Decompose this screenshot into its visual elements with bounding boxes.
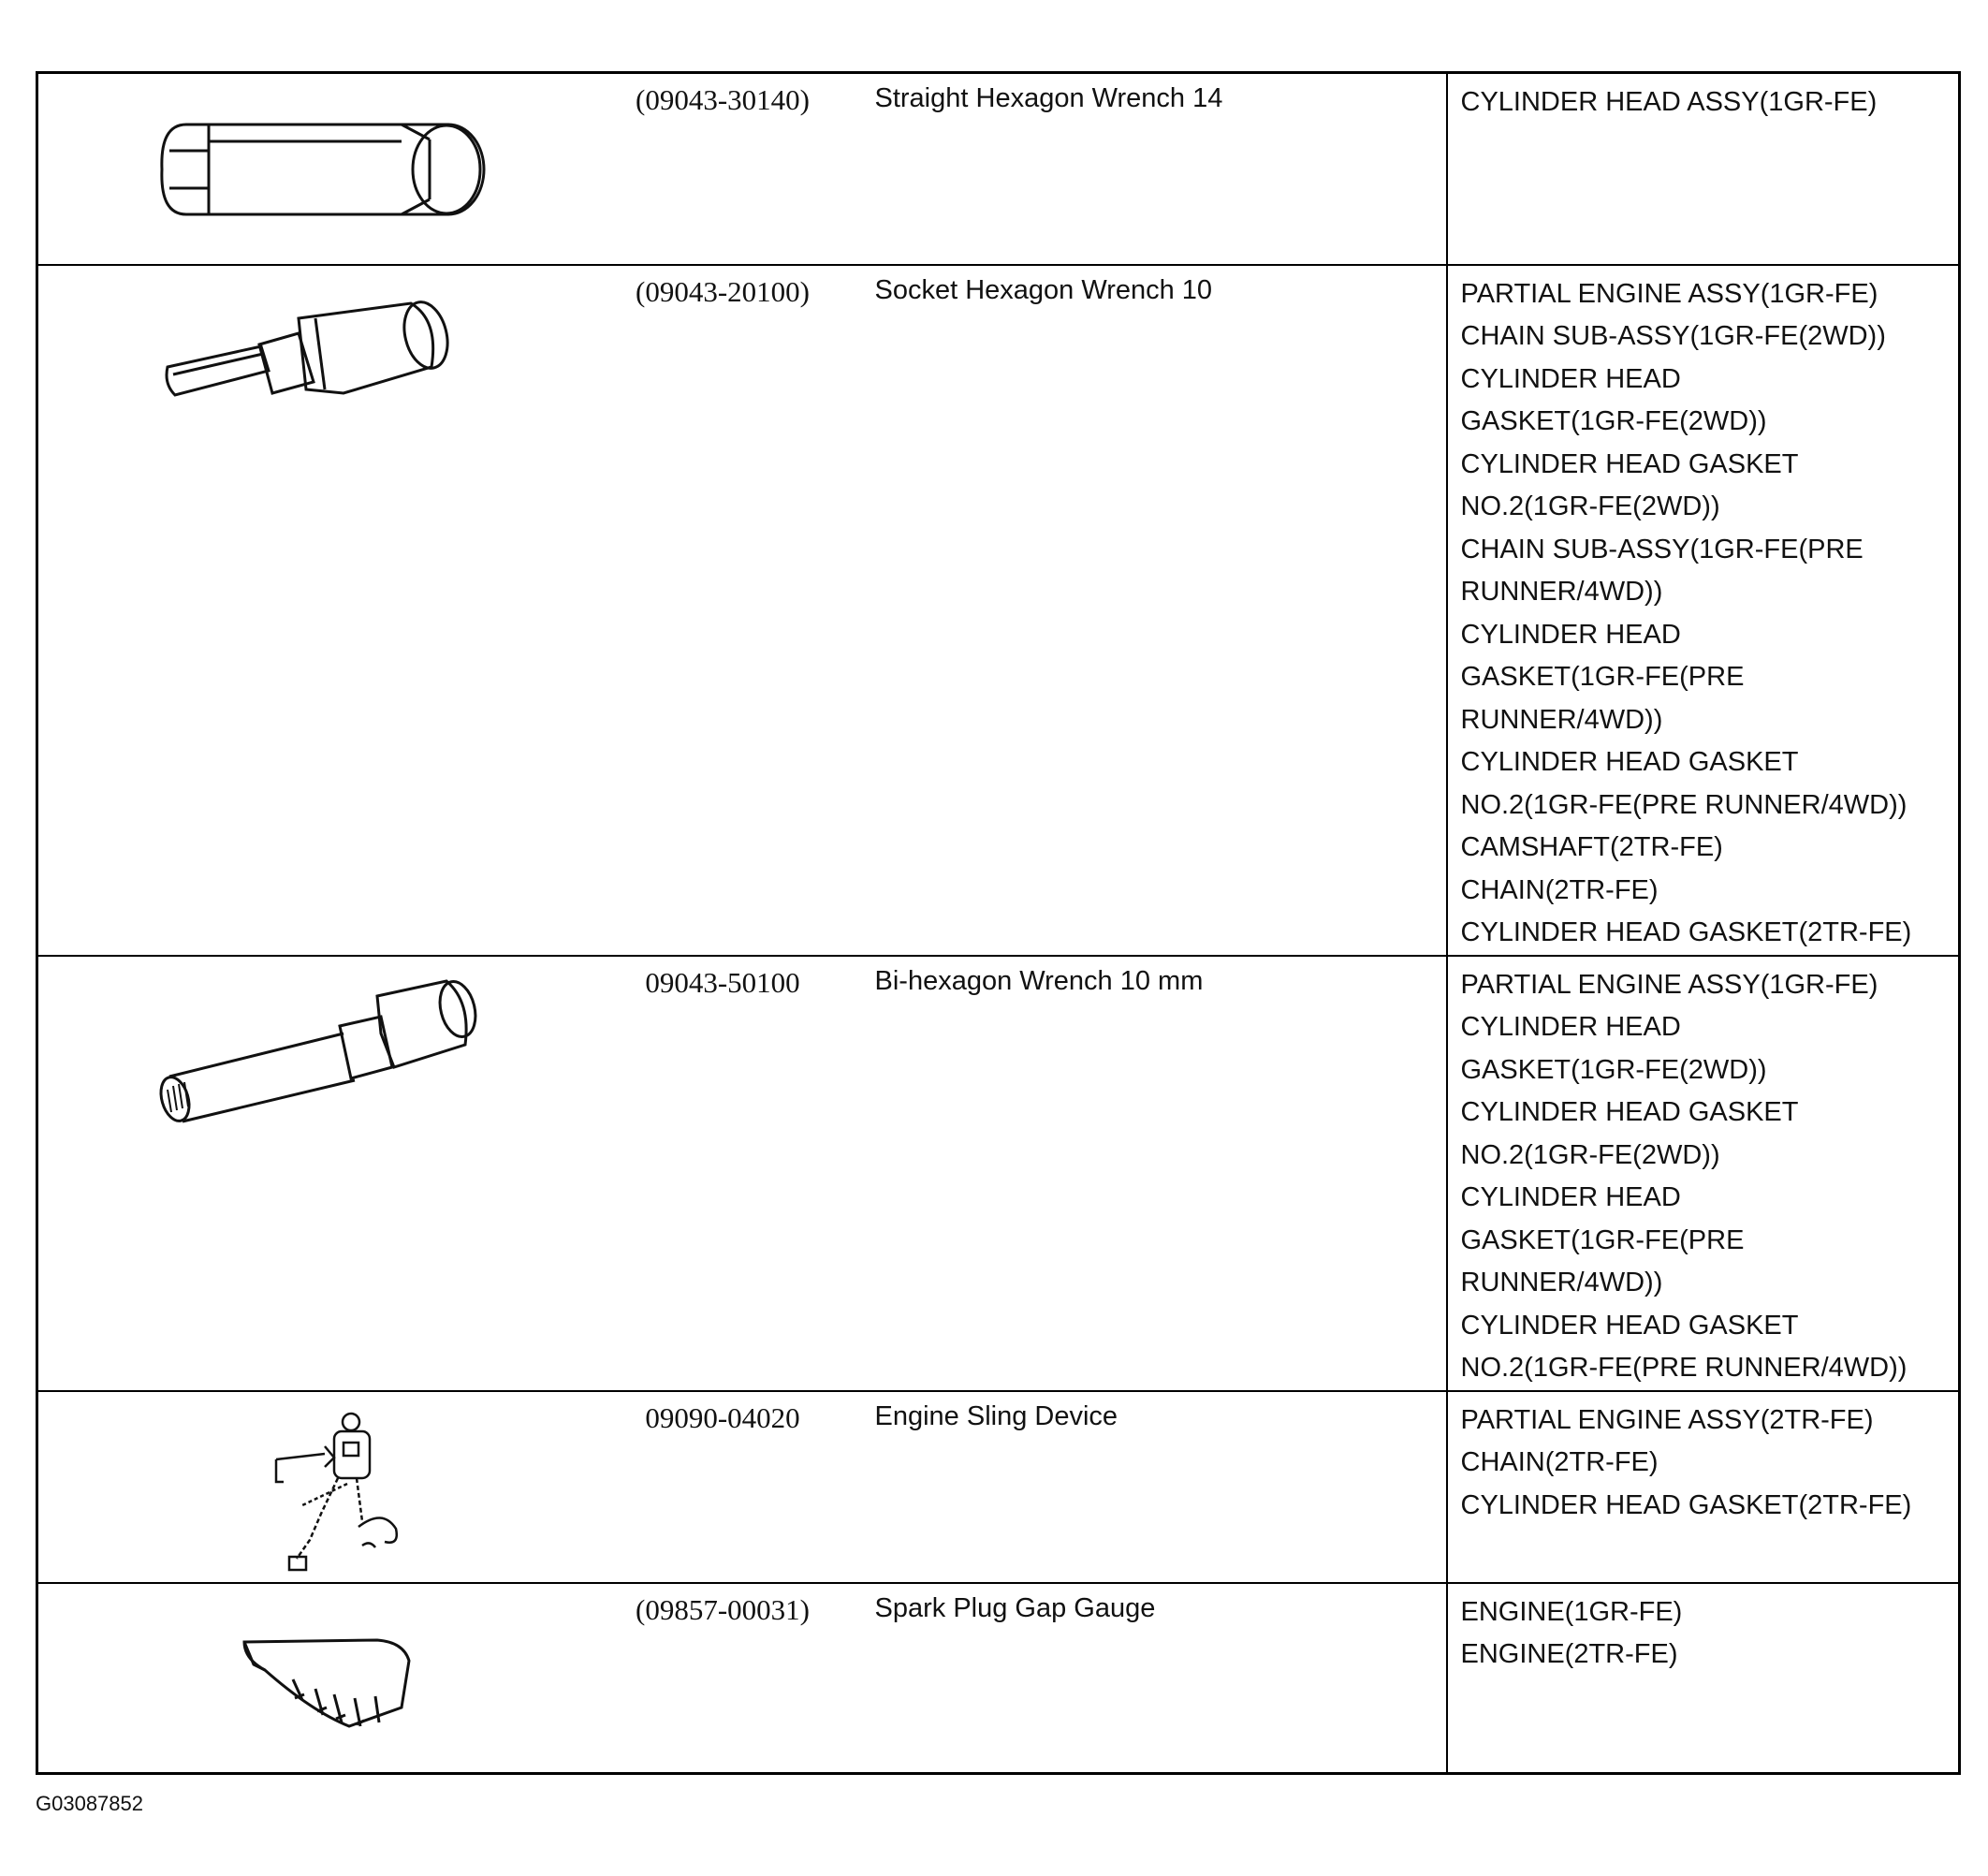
usage-item: CYLINDER HEAD ASSY(1GR-FE) <box>1460 87 1878 117</box>
usage-item: CYLINDER HEAD GASKET(2TR-FE) <box>1460 1489 1912 1520</box>
part-number: (09857-00031) <box>590 1583 856 1774</box>
usage-item: NO.2(1GR-FE(PRE RUNNER/4WD)) <box>1460 1353 1908 1383</box>
usage-item: GASKET(1GR-FE(2WD)) <box>1460 406 1767 436</box>
tool-image-cell <box>37 265 590 956</box>
tool-name: Spark Plug Gap Gauge <box>856 1583 1447 1774</box>
usage-item: CHAIN SUB-ASSY(1GR-FE(2WD)) <box>1460 321 1886 351</box>
usage-item: CYLINDER HEAD GASKET <box>1460 1097 1799 1127</box>
usage-list <box>1447 956 1960 1391</box>
usage-item: CYLINDER HEAD GASKET <box>1460 747 1799 777</box>
usage-item: GASKET(1GR-FE(PRE <box>1460 1224 1745 1255</box>
usage-item: NO.2(1GR-FE(2WD)) <box>1460 1139 1720 1170</box>
usage-item: PARTIAL ENGINE ASSY(1GR-FE) <box>1460 969 1878 1000</box>
usage-item: CHAIN(2TR-FE) <box>1460 1447 1659 1477</box>
usage-item: RUNNER/4WD)) <box>1460 1268 1663 1297</box>
tool-name: Engine Sling Device <box>856 1391 1447 1583</box>
usage-item: GASKET(1GR-FE(2WD)) <box>1460 1054 1767 1085</box>
tool-name: Socket Hexagon Wrench 10 <box>856 265 1447 956</box>
usage-item: RUNNER/4WD)) <box>1460 577 1663 607</box>
tool-image-cell <box>37 956 590 1391</box>
table-row <box>37 1583 1960 1774</box>
tool-name: Bi-hexagon Wrench 10 mm <box>856 956 1447 1391</box>
usage-item: CAMSHAFT(2TR-FE) <box>1460 832 1723 862</box>
table-row <box>37 956 1960 1391</box>
part-number: 09090-04020 <box>590 1391 856 1583</box>
usage-item: CHAIN SUB-ASSY(1GR-FE(PRE <box>1460 534 1864 564</box>
tool-image-cell <box>37 73 590 265</box>
figure-code: G03087852 <box>36 1792 143 1815</box>
table-row <box>37 1391 1960 1583</box>
usage-item: CHAIN(2TR-FE) <box>1460 874 1659 905</box>
usage-item: PARTIAL ENGINE ASSY(2TR-FE) <box>1460 1404 1874 1435</box>
part-number: (09043-20100) <box>590 265 856 956</box>
usage-item: PARTIAL ENGINE ASSY(1GR-FE) <box>1460 278 1878 309</box>
usage-item: CYLINDER HEAD <box>1460 363 1681 394</box>
usage-item: NO.2(1GR-FE(PRE RUNNER/4WD)) <box>1460 789 1908 820</box>
special-service-tools-table <box>36 71 1961 1775</box>
table-row <box>37 73 1960 265</box>
usage-item: CYLINDER HEAD GASKET <box>1460 448 1799 479</box>
usage-item: CYLINDER HEAD <box>1460 619 1681 650</box>
hexagon-wrench-14-icon <box>149 111 504 219</box>
usage-item: CYLINDER HEAD <box>1460 1012 1681 1042</box>
feeler-gauge-icon <box>237 1633 424 1736</box>
socket-hexagon-wrench-icon <box>158 300 476 431</box>
usage-item: CYLINDER HEAD <box>1460 1182 1681 1212</box>
usage-item: CYLINDER HEAD GASKET(2TR-FE) <box>1460 917 1912 947</box>
usage-list <box>1447 1391 1960 1583</box>
tool-name: Straight Hexagon Wrench 14 <box>874 83 1223 113</box>
usage-list <box>1447 73 1960 265</box>
table-row <box>37 265 1960 956</box>
usage-item: NO.2(1GR-FE(2WD)) <box>1460 491 1720 521</box>
bi-hexagon-wrench-icon <box>156 977 493 1136</box>
tool-image-cell <box>37 1583 590 1774</box>
usage-item: ENGINE(1GR-FE) <box>1460 1596 1683 1627</box>
part-number: (09043-30140) <box>636 83 810 116</box>
part-number: 09043-50100 <box>590 956 856 1391</box>
usage-item: RUNNER/4WD)) <box>1460 704 1663 735</box>
usage-item: GASKET(1GR-FE(PRE <box>1460 662 1745 692</box>
usage-item: ENGINE(2TR-FE) <box>1460 1639 1678 1669</box>
tool-image-cell <box>37 1391 590 1583</box>
usage-list <box>1447 265 1960 956</box>
usage-list <box>1447 1583 1960 1774</box>
engine-sling-icon <box>272 1409 413 1577</box>
usage-item: CYLINDER HEAD GASKET <box>1460 1310 1799 1341</box>
